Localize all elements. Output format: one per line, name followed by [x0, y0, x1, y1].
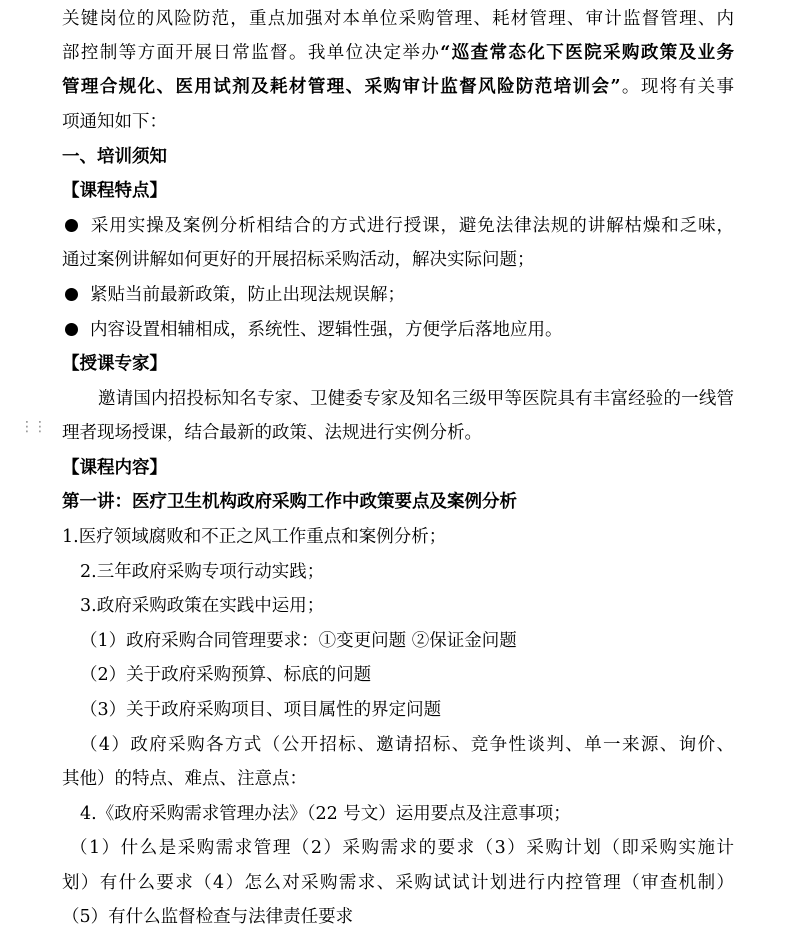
feature-bullet-1-line-2: 通过案例讲解如何更好的开展招标采购活动，解决实际问题；	[62, 250, 535, 270]
content-item-3-sub-1: （1）政府采购合同管理要求：①变更问题 ②保证金问题	[80, 631, 517, 651]
bullet-dot-icon	[65, 219, 78, 232]
content-item-4: 4.《政府采购需求管理办法》（22 号文）运用要点及注意事项；	[80, 804, 571, 824]
feature-bullet-3-text: 内容设置相辅相成，系统性、逻辑性强，方便学后落地应用。	[90, 320, 563, 340]
content-item-3-sub-4-line-1: （4）政府采购各方式（公开招标、邀请招标、竞争性谈判、单一来源、询价、	[80, 735, 734, 755]
course-content-heading: 【课程内容】	[62, 458, 167, 478]
content-item-3: 3.政府采购政策在实践中运用；	[80, 596, 325, 616]
experts-line-2: 理者现场授课，结合最新的政策、法规进行实例分析。	[62, 423, 482, 443]
intro-line-4: 项通知如下：	[62, 112, 167, 132]
feature-bullet-1-line-1	[62, 214, 734, 238]
content-item-3-sub-3: （3）关于政府采购项目、项目属性的界定问题	[80, 700, 442, 720]
intro-line-3	[62, 75, 734, 99]
experts-heading: 【授课专家】	[62, 354, 167, 374]
course-features-heading: 【课程特点】	[62, 181, 167, 201]
bullet-dot-icon	[65, 288, 78, 301]
content-item-4-line-2: 划）有什么要求（4）怎么对采购需求、采购试试计划进行内控管理（审查机制）	[62, 873, 734, 893]
content-item-1: 1.医疗领域腐败和不正之风工作重点和案例分析；	[62, 527, 447, 547]
training-title-part-1: “巡查常态化下医院采购政策及业务	[440, 43, 734, 63]
bullet-dot-icon	[65, 323, 78, 336]
intro-line-3-plain: 。现将有关事	[620, 77, 734, 97]
feature-bullet-1-text: 采用实操及案例分析相结合的方式进行授课，避免法律法规的讲解枯燥和乏味，	[90, 216, 734, 236]
section-heading-training-notes: 一、培训须知	[62, 147, 167, 167]
content-item-2: 2.三年政府采购专项行动实践；	[80, 562, 325, 582]
drag-handle-icon[interactable]: ⋮⋮	[20, 419, 46, 435]
training-title-part-2: 管理合规化、医用试剂及耗材管理、采购审计监督风险防范培训会”	[62, 77, 621, 97]
intro-line-2	[62, 41, 734, 65]
feature-bullet-3	[62, 318, 563, 342]
feature-bullet-2-text: 紧贴当前最新政策，防止出现法规误解；	[90, 285, 405, 305]
content-item-3-sub-2: （2）关于政府采购预算、标底的问题	[80, 665, 372, 685]
content-item-4-line-1: （1）什么是采购需求管理（2）采购需求的要求（3）采购计划（即采购实施计	[70, 838, 734, 858]
intro-line-1: 关键岗位的风险防范，重点加强对本单位采购管理、耗材管理、审计监督管理、内	[62, 9, 734, 29]
feature-bullet-2	[62, 283, 405, 307]
lecture-1-title: 第一讲：医疗卫生机构政府采购工作中政策要点及案例分析	[62, 492, 517, 512]
content-item-4-line-3: （5）有什么监督检查与法律责任要求	[62, 907, 354, 927]
intro-line-2-plain: 部控制等方面开展日常监督。我单位决定举办	[62, 43, 441, 63]
experts-line-1: 邀请国内招投标知名专家、卫健委专家及知名三级甲等医院具有丰富经验的一线管	[98, 389, 734, 409]
content-item-3-sub-4-line-2: 其他）的特点、难点、注意点：	[62, 769, 307, 789]
